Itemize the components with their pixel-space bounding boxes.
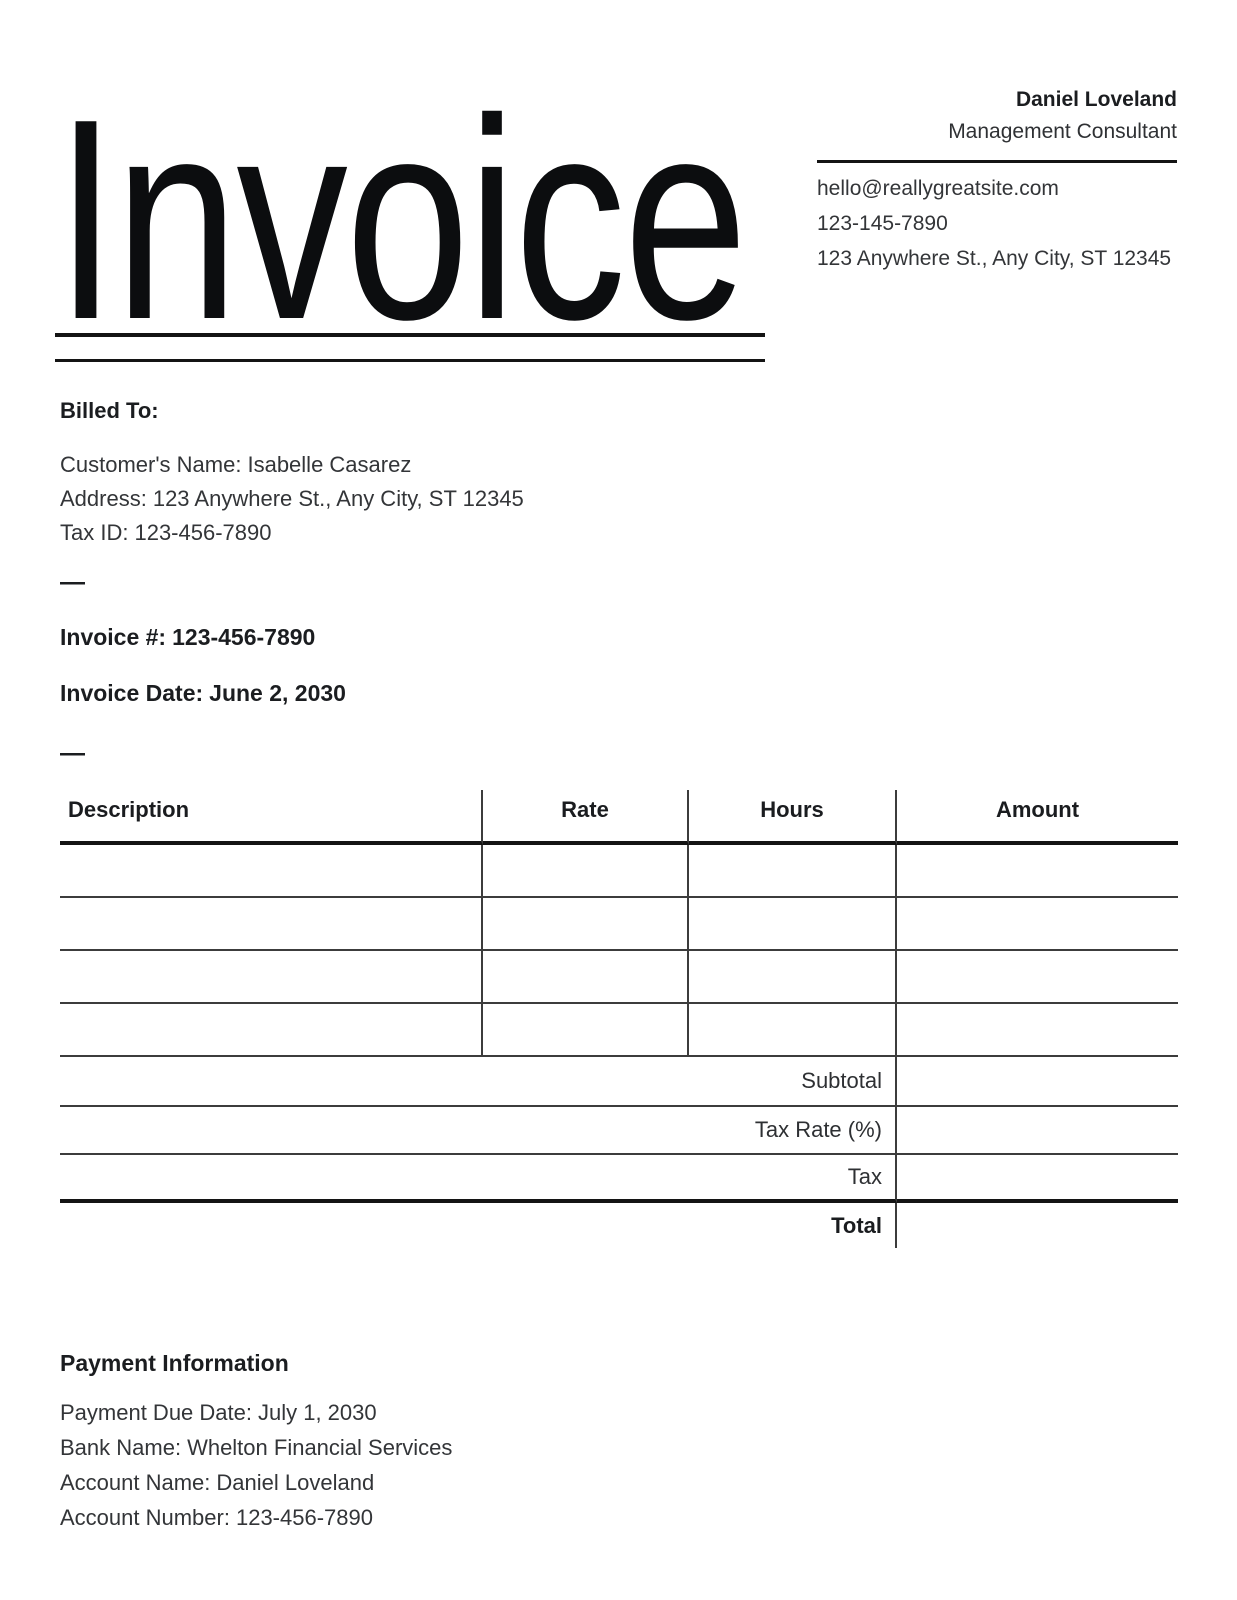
consultant-contact-list [817, 175, 1177, 273]
customer-name-label: Customer's Name: [60, 452, 242, 477]
item-rate-cell [483, 898, 689, 951]
bank-name-line [60, 1430, 820, 1465]
invoice-date-label: Invoice Date: [60, 680, 204, 706]
payment-due-label: Payment Due Date: [60, 1400, 252, 1425]
billed-to-section [60, 398, 780, 550]
invoice-number-label: Invoice #: [60, 624, 167, 650]
consultant-address: 123 Anywhere St., Any City, ST 12345 [817, 247, 1172, 270]
account-number-value: 123-456-7890 [235, 1505, 373, 1530]
tax-rate-label: Tax Rate (%) [60, 1107, 897, 1155]
column-header-amount: Amount [897, 790, 1178, 845]
consultant-email: hello@reallygreatsite.com [817, 177, 1059, 200]
account-name-label: Account Name: [60, 1470, 211, 1495]
item-hours-cell [689, 845, 897, 898]
invoice-meta-section [60, 622, 346, 708]
item-hours-cell [689, 1004, 897, 1057]
bank-name-value: Whelton Financial Services [187, 1435, 453, 1460]
section-separator-dash: — [60, 568, 85, 596]
total-value-cell [897, 1203, 1178, 1248]
customer-name-value: Isabelle Casarez [247, 452, 412, 477]
consultant-role: Management Consultant [948, 120, 1177, 143]
invoice-date-value: June 2, 2030 [209, 680, 346, 706]
account-name-line [60, 1465, 820, 1500]
account-number-label: Account Number: [60, 1505, 230, 1530]
account-name-value: Daniel Loveland [216, 1470, 375, 1495]
tax-value-cell [897, 1155, 1178, 1203]
title-double-rule [55, 333, 765, 362]
column-header-rate: Rate [483, 790, 689, 845]
item-amount-cell [897, 951, 1178, 1004]
line-items-table [60, 790, 1178, 1248]
account-number-line [60, 1500, 820, 1535]
item-hours-cell [689, 898, 897, 951]
payment-info-section [60, 1348, 820, 1535]
consultant-card-rule [817, 160, 1177, 163]
customer-taxid-line [60, 516, 780, 550]
customer-taxid-value: 123-456-7890 [134, 520, 272, 545]
item-description-cell [60, 845, 483, 898]
consultant-phone: 123-145-7890 [817, 212, 948, 235]
item-rate-cell [483, 951, 689, 1004]
item-description-cell [60, 1004, 483, 1057]
tax-rate-value-cell [897, 1107, 1178, 1155]
item-description-cell [60, 951, 483, 1004]
payment-info-heading: Payment Information [60, 1350, 289, 1376]
column-header-hours: Hours [689, 790, 897, 845]
invoice-number-line [60, 622, 346, 652]
customer-address-line [60, 482, 780, 516]
item-amount-cell [897, 1004, 1178, 1057]
item-hours-cell [689, 951, 897, 1004]
column-header-description: Description [60, 790, 483, 845]
payment-due-line [60, 1395, 820, 1430]
bank-name-label: Bank Name: [60, 1435, 182, 1460]
billed-to-heading: Billed To: [60, 398, 159, 423]
consultant-name: Daniel Loveland [1015, 88, 1177, 111]
item-rate-cell [483, 1004, 689, 1057]
payment-due-value: July 1, 2030 [257, 1400, 377, 1425]
tax-label: Tax [60, 1155, 897, 1203]
item-amount-cell [897, 845, 1178, 898]
customer-address-label: Address: [60, 486, 147, 511]
invoice-date-line [60, 678, 346, 708]
page-title: Invoice [55, 59, 746, 379]
customer-name-line [60, 448, 780, 482]
customer-taxid-label: Tax ID: [60, 520, 129, 545]
consultant-card [817, 86, 1177, 280]
total-label: Total [60, 1203, 897, 1248]
subtotal-label: Subtotal [60, 1057, 897, 1107]
item-amount-cell [897, 898, 1178, 951]
item-description-cell [60, 898, 483, 951]
customer-address-value: 123 Anywhere St., Any City, ST 12345 [152, 486, 524, 511]
subtotal-value-cell [897, 1057, 1178, 1107]
section-separator-dash: — [60, 739, 85, 767]
invoice-number-value: 123-456-7890 [172, 624, 316, 650]
item-rate-cell [483, 845, 689, 898]
